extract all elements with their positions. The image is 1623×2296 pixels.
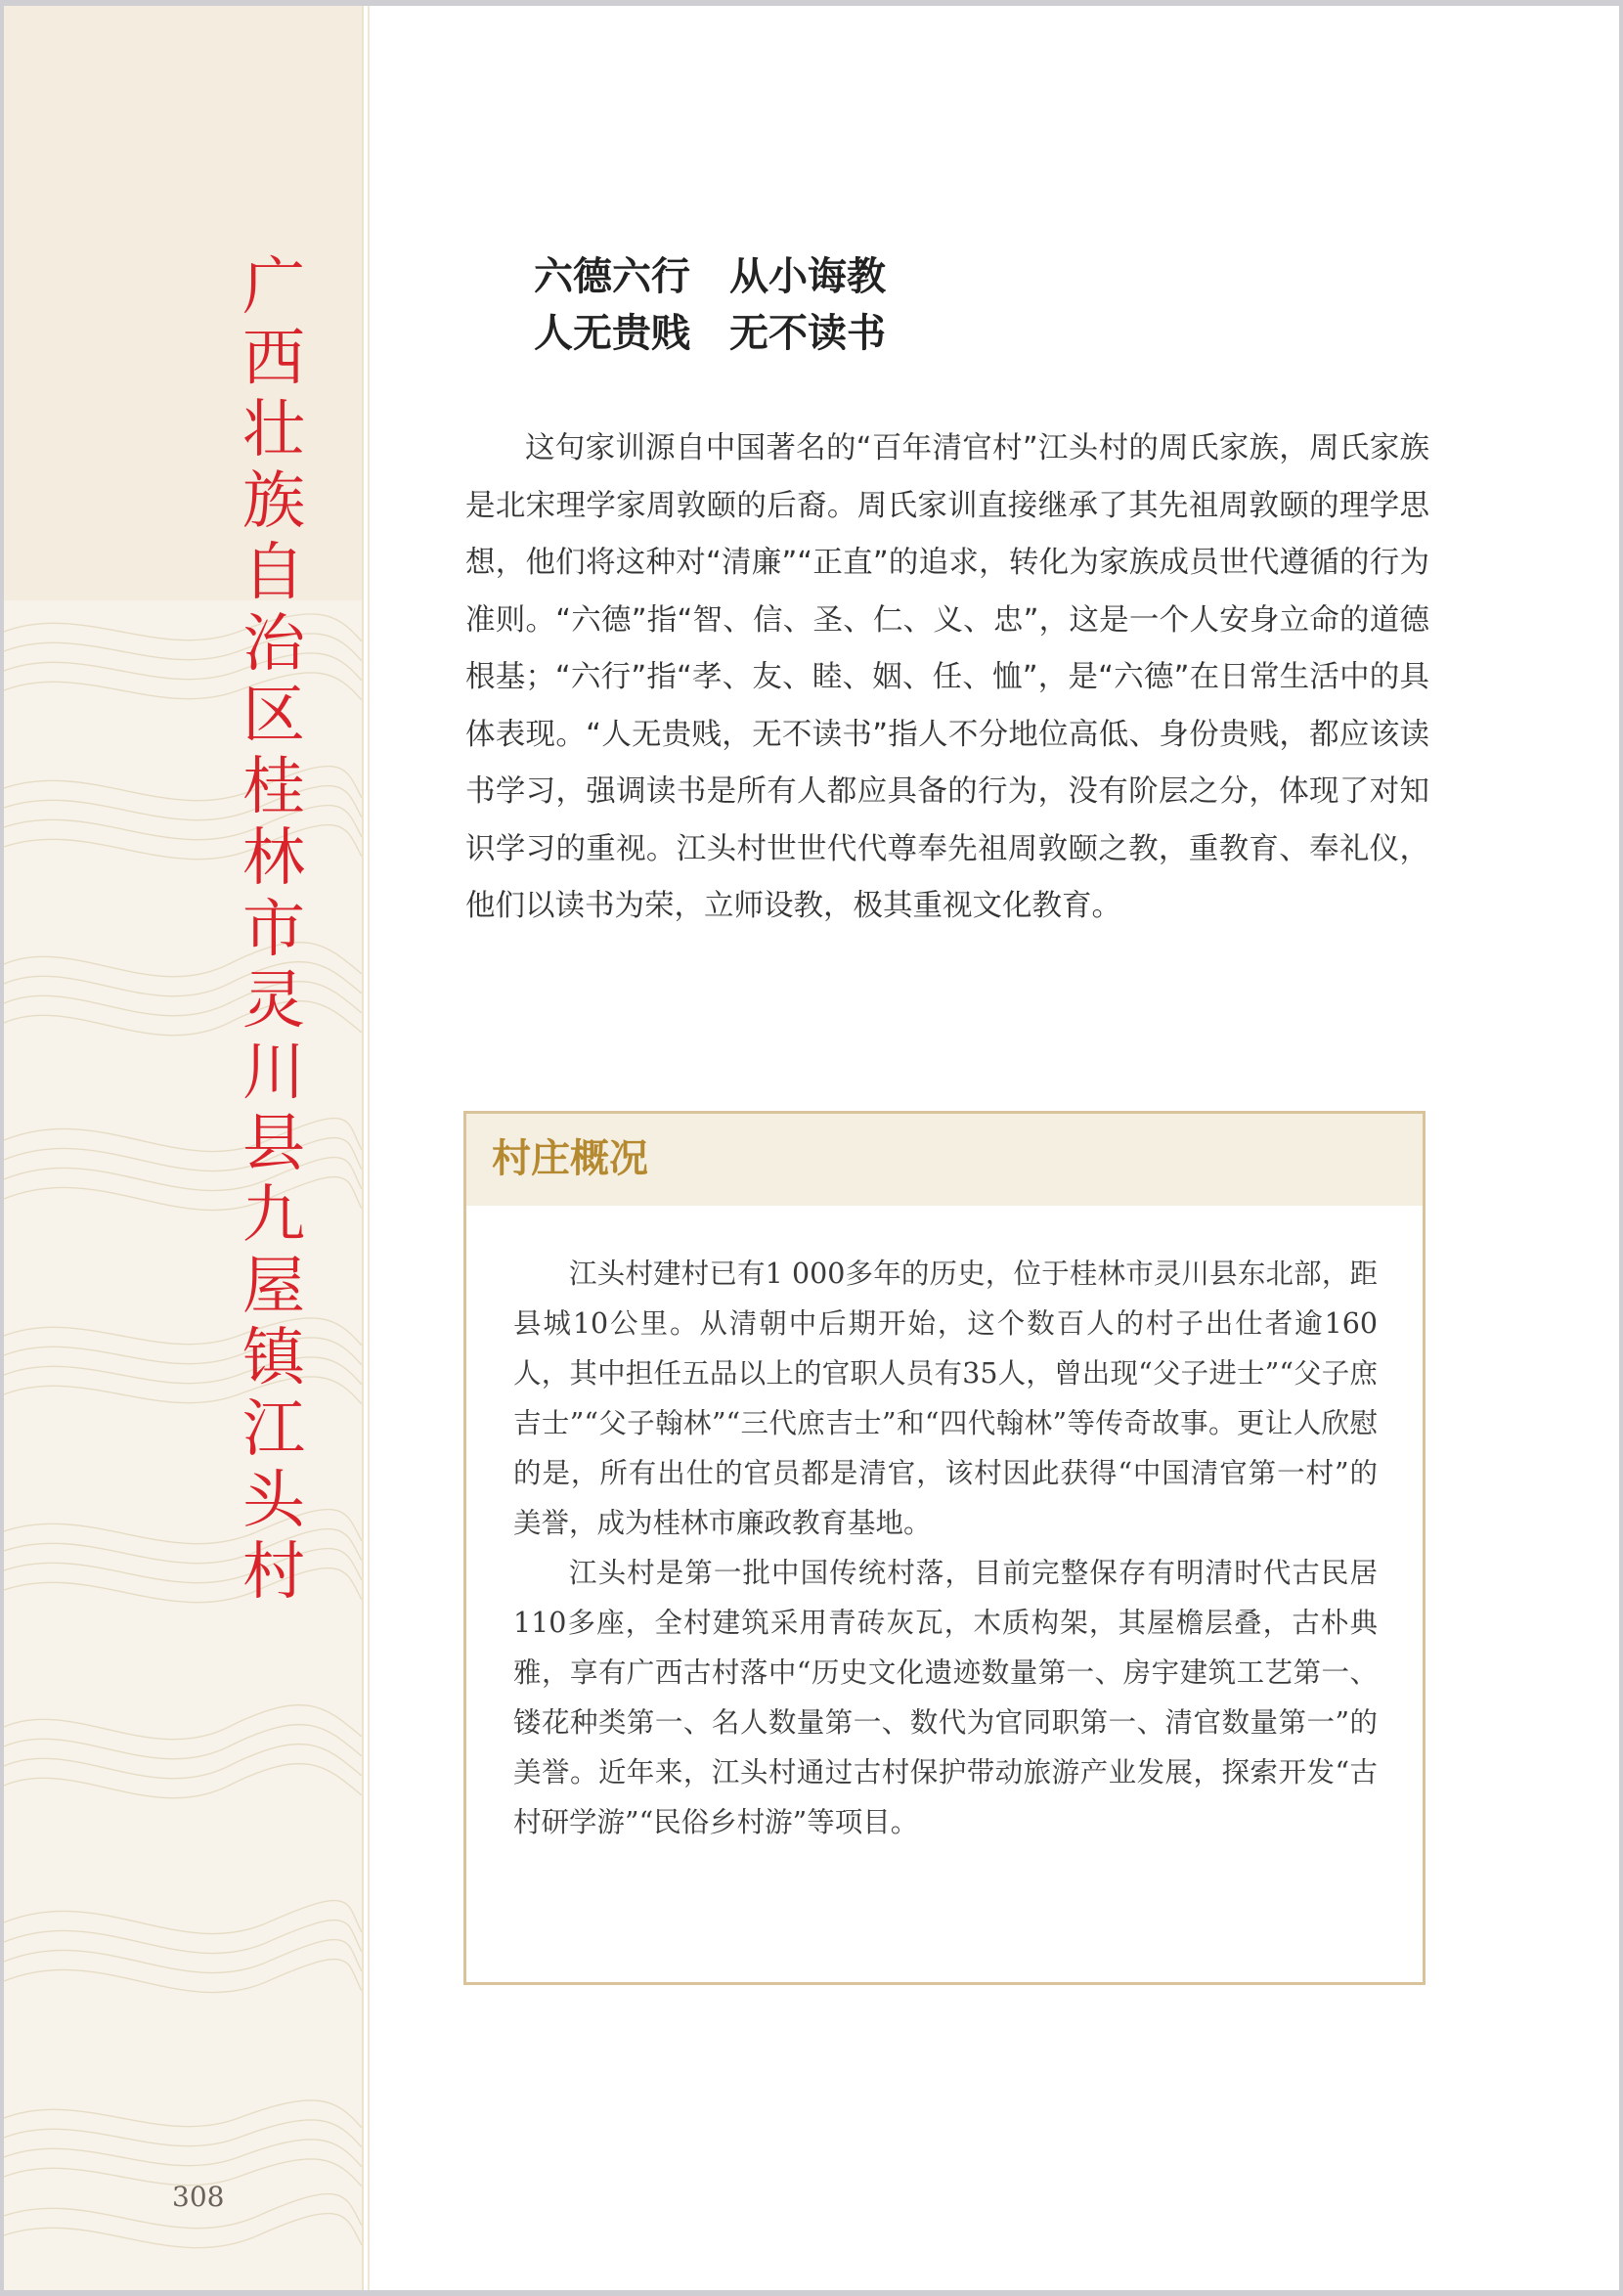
book-page	[4, 6, 1619, 2290]
vertical-title-char: 区	[242, 680, 305, 752]
vertical-title-char: 桂	[242, 751, 305, 823]
vertical-village-title	[235, 252, 313, 1609]
heading-line-1: 六德六行 从小诲教	[534, 253, 886, 299]
vertical-title-char: 镇	[242, 1322, 305, 1394]
vertical-title-char: 治	[242, 608, 305, 681]
vertical-title-char: 族	[242, 465, 305, 538]
vertical-title-char: 村	[242, 1536, 305, 1609]
vertical-title-char: 市	[242, 894, 305, 966]
village-overview-title: 村庄概况	[492, 1135, 648, 1181]
vertical-title-char: 林	[242, 822, 305, 895]
village-overview-paragraph-1: 江头村建村已有1 000多年的历史，位于桂林市灵川县东北部，距县城10公里。从清朝中后期开始，这个数百人的村子出仕者逾160人，其中担任五品以上的官职人员有35人，曾出现“父子进士”“父子庶吉士”“父子翰林”“三代庶吉士”和“四代翰林”等传奇故事。更让人欣慰的是，所有出仕的官员都是清官，该村因此获得“中国清官第一村”的美誉，成为桂林市廉政教育基地。	[513, 1258, 1378, 1539]
vertical-title-char: 川	[242, 1037, 305, 1109]
page-number: 308	[172, 2181, 225, 2213]
vertical-title-char: 壮	[242, 394, 305, 466]
vertical-title-char: 自	[242, 537, 305, 609]
vertical-title-char: 江	[242, 1393, 305, 1466]
village-overview-box	[463, 1111, 1426, 1985]
village-overview-body	[513, 1249, 1378, 1847]
vertical-title-char: 头	[242, 1465, 305, 1537]
sidebar-divider	[368, 6, 370, 2290]
vertical-title-char: 屋	[242, 1251, 305, 1323]
vertical-title-char: 县	[242, 1108, 305, 1180]
vertical-title-char: 九	[242, 1179, 305, 1252]
village-overview-header	[466, 1114, 1423, 1206]
vertical-title-char: 西	[242, 323, 305, 395]
sidebar	[4, 6, 364, 2290]
vertical-title-char: 灵	[242, 965, 305, 1038]
heading-line-2: 人无贵贱 无不读书	[534, 310, 886, 356]
village-overview-paragraph-2: 江头村是第一批中国传统村落，目前完整保存有明清时代古民居110多座，全村建筑采用青砖灰瓦，木质构架，其屋檐层叠，古朴典雅，享有广西古村落中“历史文化遗迹数量第一、房宇建筑工艺第一、镂花种类第一、名人数量第一、数代为官同职第一、清官数量第一”的美誉。近年来，江头村通过古村保护带动旅游产业发展，探索开发“古村研学游”“民俗乡村游”等项目。	[513, 1557, 1378, 1838]
family-motto-heading	[534, 248, 886, 362]
vertical-title-char: 广	[242, 251, 305, 324]
motto-explanation-paragraph: 这句家训源自中国著名的“百年清官村”江头村的周氏家族，周氏家族是北宋理学家周敦颐的后裔。周氏家训直接继承了其先祖周敦颐的理学思想，他们将这种对“清廉”“正直”的追求，转化为家族成员世代遵循的行为准则。“六德”指“智、信、圣、仁、义、忠”，这是一个人安身立命的道德根基；“六行”指“孝、友、睦、姻、任、恤”，是“六德”在日常生活中的具体表现。“人无贵贱，无不读书”指人不分地位高低、身份贵贱，都应该读书学习，强调读书是所有人都应具备的行为，没有阶层之分，体现了对知识学习的重视。江头村世世代代尊奉先祖周敦颐之教，重教育、奉礼仪，他们以读书为荣，立师设教，极其重视文化教育。	[465, 431, 1429, 923]
